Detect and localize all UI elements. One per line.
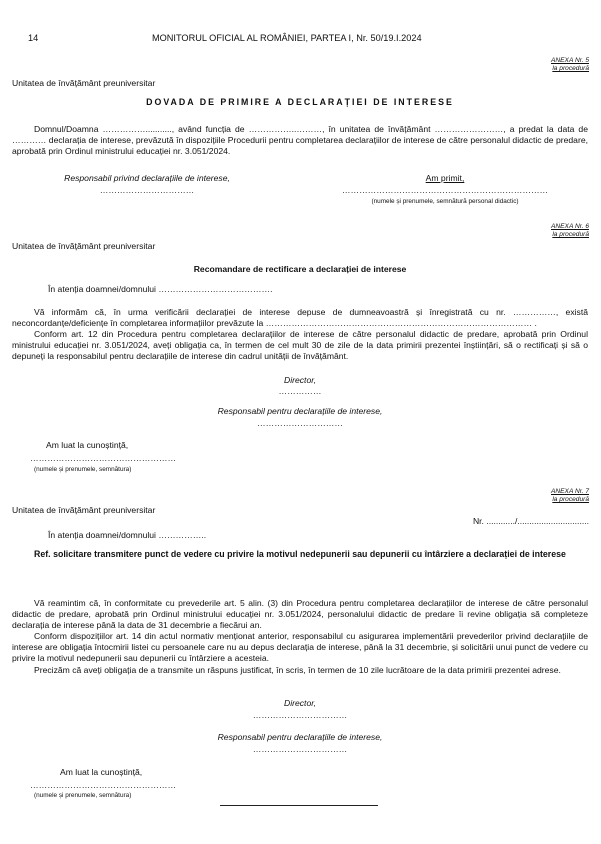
paragraph-text: Conform dispozițiilor art. 14 din actul normativ menționat anterior, responsabilul cu asigurarea implementării prevederilor privind declarațiile de interese are obligația întocmirii listei cu persoanele care nu au depus declarația de interese, până la 31 decembrie, și solicitării unui punct de vedere cu privire la motivul nedepunerii sau depunerii cu întârziere a acesteia.: [12, 631, 588, 664]
annex-6-title: Recomandare de rectificare a declarației de interese: [193, 264, 407, 274]
signature-dots: ……………………………: [99, 185, 195, 195]
paragraph-text: Precizăm că aveți obligația de a transmite un răspuns justificat, în scris, în termen de 10 zile lucrătoare de la data primirii prezentei adrese.: [34, 664, 561, 675]
acknowledged-label: Am luat la cunoștință,: [60, 767, 143, 777]
annex-7-body: [12, 598, 588, 676]
responsabil-label: Responsabil pentru declarațiile de interese,: [217, 732, 383, 742]
unit-name: Unitatea de învățământ preuniversitar: [12, 241, 156, 251]
signature-caption: (numele și prenumele, semnătura): [34, 792, 132, 799]
director-label: Director,: [284, 375, 316, 385]
footer-separator-line: [220, 805, 378, 806]
reference-line: [12, 549, 588, 561]
annex-5-paragraph: [12, 124, 588, 157]
annex-label: ANEXA Nr. 7: [551, 488, 589, 495]
attention-line: În atenția doamnei/domnului ……………..: [48, 530, 207, 540]
signature-dots: ……………………………: [252, 710, 348, 720]
signature-dots: ……………………………………………: [30, 453, 177, 463]
signature-dots: …………………………: [257, 418, 343, 428]
director-label: Director,: [284, 698, 316, 708]
unit-name: Unitatea de învățământ preuniversitar: [12, 78, 156, 88]
signature-dots: ……………………………: [252, 744, 348, 754]
am-primit-label: Am primit,: [425, 173, 465, 183]
responsabil-label: Responsabil pentru declarațiile de interese,: [217, 406, 383, 416]
signature-caption: (numele și prenumele, semnătură personal didactic): [371, 198, 519, 205]
annex-label: ANEXA Nr. 6: [551, 223, 589, 230]
page-number: 14: [28, 33, 39, 43]
annex-5-title: DOVADA DE PRIMIRE A DECLARAȚIEI DE INTERESE: [146, 97, 454, 107]
annex-ref: la procedură: [552, 496, 589, 503]
acknowledged-label: Am luat la cunoștință,: [46, 440, 129, 450]
paragraph-text: Domnul/Doamna ……………..........., având funcția de ……………..………, în unitatea de învățământ ……………………, a predat la data de ………… declarația de interese, prevăzută în dispozițiile Procedurii pentru completarea declarațiilor de interese de către personalul didactic de predare, aprobată prin Ordinul ministrului educației nr. 3.051/2024.: [12, 124, 588, 157]
reference-text: Ref. solicitare transmitere punct de vedere cu privire la motivul nedepunerii sau depunerii cu întârziere a declarației de interese: [34, 549, 566, 559]
signature-dots: ………………………………………………………………: [341, 185, 549, 195]
responsabil-label: Responsabil privind declarațiile de interese,: [64, 173, 230, 183]
annex-ref: la procedură: [552, 231, 589, 238]
annex-ref: la procedură: [552, 65, 589, 72]
paragraph-text: Conform art. 12 din Procedura pentru completarea declarațiilor de interese de către personalul didactic de predare, aprobată prin Ordinul ministrului educației nr. 3.051/2024, aveți obligația ca, în termen de cel mult 30 de zile de la data primirii prezentei înștiințări, să o rectificați și să o depuneți la responsabilul pentru declarațiile de interese din cadrul unității de învățământ.: [12, 329, 588, 362]
signature-caption: (numele și prenumele, semnătura): [34, 466, 132, 473]
signature-dots: ……………: [278, 386, 322, 396]
journal-header: MONITORUL OFICIAL AL ROMÂNIEI, PARTEA I, Nr. 50/19.I.2024: [152, 33, 422, 43]
annex-7-label: [551, 488, 589, 504]
paragraph-text: Vă informăm că, în urma verificării declarației de interese depuse de dumneavoastră și înregistrată cu nr. ……………, există neconcordanțe/deficiențe în completarea informațiilor prevăzute la ………………………………………………………………………………… .: [12, 307, 588, 329]
signature-dots: ……………………………………………: [30, 780, 177, 790]
annex-6-body: [12, 307, 588, 362]
paragraph-text: Vă reamintim că, în conformitate cu prevederile art. 5 alin. (3) din Procedura pentru completarea declarațiilor de interese de către personalul didactic de predare, aprobată prin Ordinul ministrului educației nr. 3.051/2024, personalului didactic de predare îi revine obligația să completeze declarația de interese până la data de 31 decembrie a fiecărui an.: [12, 598, 588, 631]
annex-5-label: [551, 57, 589, 73]
unit-name: Unitatea de învățământ preuniversitar: [12, 505, 156, 515]
annex-label: ANEXA Nr. 5: [551, 57, 589, 64]
annex-6-label: [551, 223, 589, 239]
attention-line: În atenția doamnei/domnului ………………………………….: [48, 284, 273, 294]
registration-number: Nr. ............/..............................: [472, 516, 589, 526]
